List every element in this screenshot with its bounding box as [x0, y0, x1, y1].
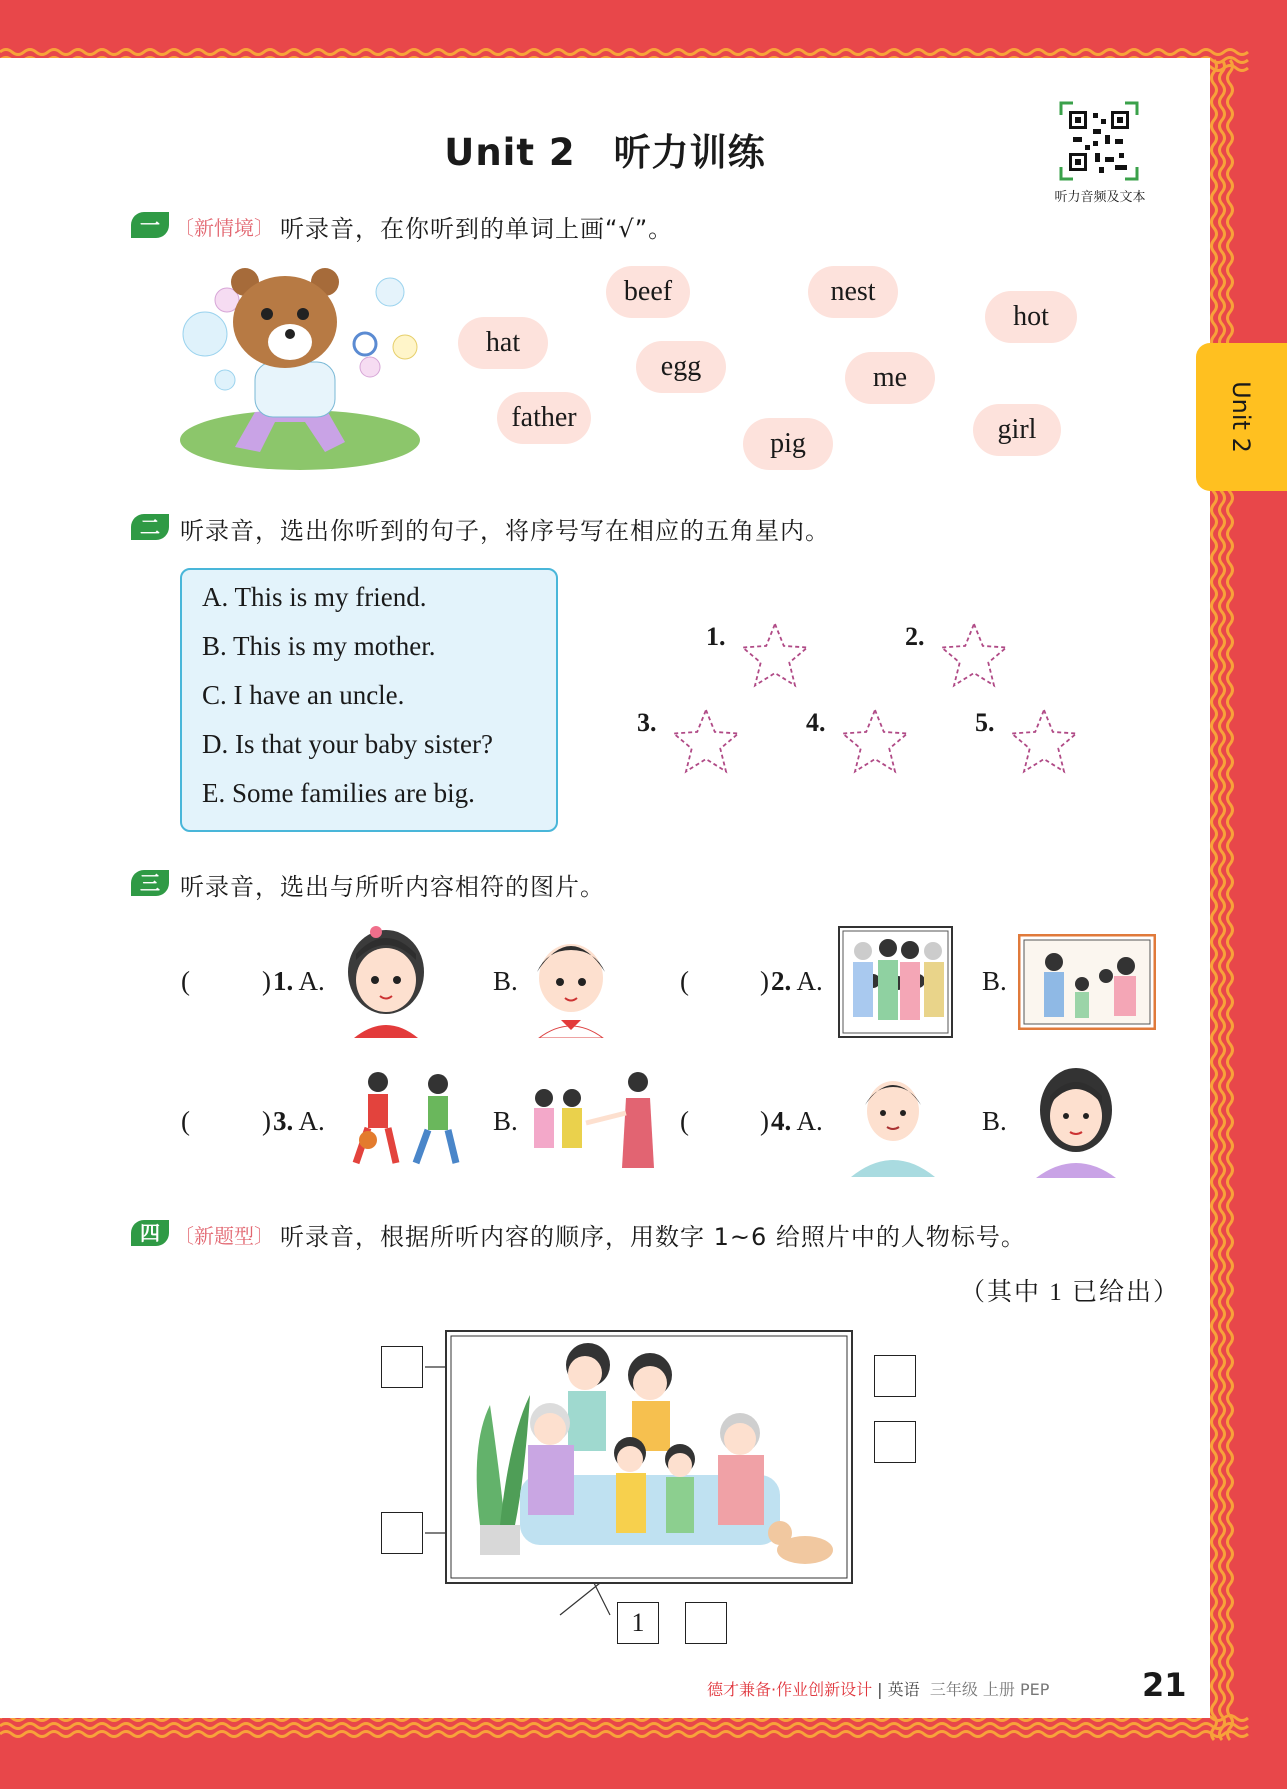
label-box-top-left[interactable] [381, 1346, 423, 1388]
friends-meeting-picture[interactable] [526, 1068, 664, 1174]
option-d: D. Is that your baby sister? [202, 729, 493, 759]
answer-paren-open: ( [181, 1106, 190, 1136]
option-b: B. This is my mother. [202, 631, 436, 661]
page-title: Unit 2 听力训练 [444, 131, 766, 174]
footer: 德才兼备·作业创新设计 | 英语 三年级 上册 PEP [707, 1680, 1050, 1699]
option-a-label: A. [796, 966, 823, 996]
answer-star-3[interactable] [668, 706, 744, 778]
sentence-options-box [180, 568, 558, 832]
section-4-tag: 〔新题型〕 [174, 1224, 274, 1248]
section-2-instruction: 听录音，选出你听到的句子，将序号写在相应的五角星内。 [180, 517, 830, 545]
label-box-mid-right[interactable] [874, 1421, 916, 1463]
star-label-3: 3. [637, 708, 657, 737]
qr-code-icon [1059, 101, 1139, 181]
answer-blank-2[interactable] [704, 960, 759, 1000]
answer-paren-close: ) [760, 966, 769, 996]
label-box-bottom-center[interactable] [685, 1602, 727, 1644]
qr-caption: 听力音频及文本 [1054, 190, 1146, 205]
section-1-badge: 一 [131, 212, 169, 238]
woman-portrait-picture[interactable] [1034, 1064, 1118, 1178]
option-e: E. Some families are big. [202, 778, 475, 808]
option-b-label: B. [493, 966, 518, 996]
option-a-label: A. [298, 1106, 325, 1136]
option-c: C. I have an uncle. [202, 680, 405, 710]
option-b-label: B. [982, 1106, 1007, 1136]
option-a-label: A. [298, 966, 325, 996]
word-bubble[interactable]: nest [808, 266, 898, 318]
answer-star-4[interactable] [837, 706, 913, 778]
option-a-label: A. [796, 1106, 823, 1136]
answer-paren-close: ) [262, 1106, 271, 1136]
answer-blank-1[interactable] [205, 960, 260, 1000]
answer-blank-4[interactable] [704, 1100, 759, 1140]
small-family-picture[interactable] [1018, 934, 1156, 1030]
option-b-label: B. [982, 966, 1007, 996]
word-bubble[interactable]: pig [743, 418, 833, 470]
question-number: 3. [273, 1106, 294, 1136]
section-1-instruction: 听录音，在你听到的单词上画“√”。 [280, 215, 674, 243]
word-bubble[interactable]: beef [606, 266, 690, 318]
option-a: A. This is my friend. [202, 582, 427, 612]
family-photo-diagram [380, 1325, 920, 1635]
word-bubble[interactable]: father [497, 392, 591, 444]
unit-side-tab: Unit 2 [1196, 343, 1287, 491]
star-label-5: 5. [975, 708, 995, 737]
footer-subject: 英语 [887, 1680, 920, 1699]
section-4-note: （其中 1 已给出） [960, 1279, 1181, 1306]
answer-paren-open: ( [680, 1106, 689, 1136]
word-bubble[interactable]: hat [458, 317, 548, 369]
answer-paren-open: ( [181, 966, 190, 996]
answer-star-2[interactable] [936, 620, 1012, 692]
footer-brand: 德才兼备·作业创新设计 [707, 1680, 873, 1699]
footer-meta: 三年级 上册 PEP [929, 1680, 1050, 1699]
section-4-badge: 四 [131, 1220, 169, 1246]
word-bubble[interactable]: hot [985, 291, 1077, 343]
section-3-badge: 三 [131, 870, 169, 896]
option-b-label: B. [493, 1106, 518, 1136]
answer-star-5[interactable] [1006, 706, 1082, 778]
boy-portrait-picture[interactable] [525, 920, 617, 1038]
word-bubble[interactable]: egg [636, 341, 726, 393]
star-label-2: 2. [905, 622, 925, 651]
section-3-instruction: 听录音，选出与所听内容相符的图片。 [180, 873, 605, 901]
big-family-picture[interactable] [838, 926, 953, 1038]
man-portrait-picture[interactable] [845, 1065, 941, 1177]
section-4-instruction: 听录音，根据所听内容的顺序，用数字 1~6 给照片中的人物标号。 [280, 1223, 1026, 1251]
section-1-tag: 〔新情境〕 [174, 216, 274, 240]
star-label-4: 4. [806, 708, 826, 737]
answer-paren-close: ) [262, 966, 271, 996]
answer-paren-close: ) [760, 1106, 769, 1136]
question-number: 2. [771, 966, 792, 996]
answer-star-1[interactable] [737, 620, 813, 692]
word-bubble[interactable]: girl [973, 404, 1061, 456]
star-label-1: 1. [706, 622, 726, 651]
answer-blank-3[interactable] [205, 1100, 260, 1140]
question-number: 1. [273, 966, 294, 996]
girl-portrait-picture[interactable] [340, 920, 432, 1038]
label-box-given: 1 [617, 1602, 659, 1644]
label-box-bottom-left[interactable] [381, 1512, 423, 1554]
bear-blowing-bubbles-illustration [175, 262, 425, 472]
boys-playing-basketball-picture[interactable] [338, 1068, 480, 1174]
answer-paren-open: ( [680, 966, 689, 996]
word-bubble[interactable]: me [845, 352, 935, 404]
question-number: 4. [771, 1106, 792, 1136]
section-2-badge: 二 [131, 514, 169, 540]
page-number: 21 [1142, 1666, 1187, 1704]
label-box-top-right[interactable] [874, 1355, 916, 1397]
